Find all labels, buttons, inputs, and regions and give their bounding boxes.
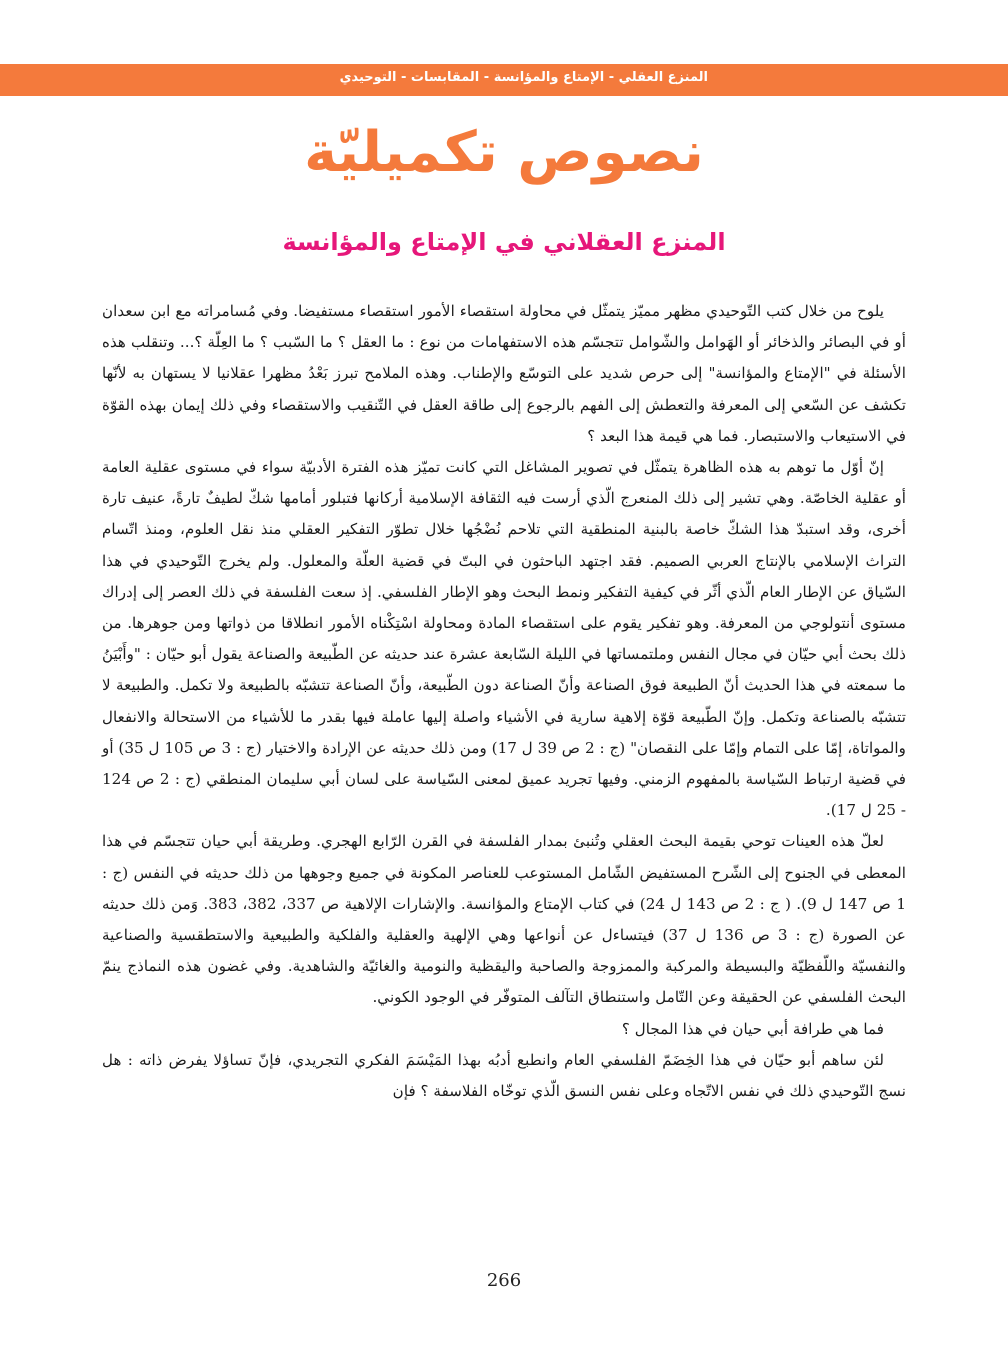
section-subtitle: المنزع العقلاني في الإمتاع والمؤانسة — [282, 228, 726, 256]
paragraph-1: يلوح من خلال كتب التّوحيدي مظهر مميّز يتمثّل في محاولة استقصاء الأمور استقصاء مستفيضا. وفي مُسامراته مع ابن سعدان أو في البصائر والذخائر أو الهَوامل والشّوامل تتجسّم هذه الاستفهامات من نوع : ما العقل ؟ ما السّبب ؟ ما العِلّة ؟... وتنقلب هذه الأسئلة في "الإمتاع والمؤانسة" إلى حرص شديد على التوسّع والإطناب. وهذه الملامح تبرز بَعْدُ مظهرا عقلانيا لا يستهان به لأنّها تكشف عن السّعي إلى المعرفة والتعطش إلى الفهم بالرجوع إلى طاقة العقل في التّنقيب والاستقصاء وفي ذلك إيمان بهذه القوّة في الاستيعاب والاستبصار. فما هي قيمة هذا البعد ؟ — [102, 302, 906, 445]
paragraph-3: لعلّ هذه العينات توحي بقيمة البحث العقلي وتُنبئ بمدار الفلسفة في القرن الرّابع الهجري. وطريقة أبي حيان تتجسّم في هذا المعطى في الجنوح إلى الشّرح المستفيض الشّامل المستوعب للعناصر المكونة في جميع وجوهها من ذلك حديثه في النفس (ج : 1 ص 147 ل 9). ( ج : 2 ص 143 ل 24) في كتاب الإمتاع والمؤانسة. والإشارات الإلاهية ص 337، 382، 383. وَمن ذلك حديثه عن الصورة (ج : 3 ص 136 ل 37) فيتساءل عن أنواعها وهي الإلهية والعقلية والفلكية والطبيعية والاستطقسية والصناعية والنفسيّة واللّفظيّة والبسيطة والمركبة والممزوجة والصاحبة واليقظية والنومية والغائيّة والشاهدية. وفي غضون هذه النماذج ينمّ البحث الفلسفي عن الحقيقة وعن التّامل واستنطاق التآلف المتوفّر في الوجود الكوني. — [102, 832, 906, 1007]
header-band-text: المنزع العقلي - الإمتاع والمؤانسة - المقابسات - التوحيدي — [339, 70, 708, 85]
page-number: 266 — [486, 1270, 522, 1291]
header-band — [0, 64, 1008, 96]
paragraph-question: فما هي طرافة أبي حيان في هذا المجال ؟ — [621, 1019, 884, 1038]
body-text — [102, 296, 906, 1107]
paragraph-5: لئن ساهم أبو حيّان في هذا الخِضَمّ الفلسفي العام وانطبع أدبُه بهذا المَيْسَمَ الفكري التجريدي، فإنّ تساؤلا يفرض ذاته : هل نسج التّوحيدي ذلك في نفس الاتّجاه وعلى نفس النسق الّذي توخّاه الفلاسفة ؟ فإن — [102, 1050, 906, 1101]
page-title: نصوص تكميليّة — [304, 120, 704, 185]
paragraph-2: إنّ أوّل ما توهم به هذه الظاهرة يتمثّل في تصوير المشاغل التي كانت تميّز هذه الفترة الأدبيّة سواء في مستوى عقلية العامة أو عقلية الخاصّة. وهي تشير إلى ذلك المنعرج الّذي أرست فيه الثقافة الإسلامية أركانها فتبلور أمامها شكّ لطيفٌ تارةً، عنيف تارة أخرى، وقد استبدّ هذا الشكّ خاصة بالبنية المنطقية التي تلاحم نُضْجُها خلال تطوّر التفكير العقلي منذ نقل العلوم، ومنذ اتّسام التراث الإسلامي بالإنتاج العربي الصميم. فقد اجتهد الباحثون في البتّ في قضية العلّة والمعلول. ولم يخرج التّوحيدي في هذا السّياق عن الإطار العام الّذي أثّر في كيفية التفكير ونمط البحث وهو الإطار الفلسفي. إذ سعت الفلسفة في ذلك العصر إلى إدراك مستوى أنتولوجي من المعرفة. وهو تفكير يقوم على استقصاء المادة ومحاولة اسْتِكْناه الأمور انطلاقا من ذواتها ومن جوهرها. من ذلك بحث أبي حيّان في مجال النفس وملتمساتها في الليلة السّابعة عشرة عند حديثه عن الطّبيعة والصناعة يقول أبو حيّان : "وأَبْيَنُ ما سمعته في هذا الحديث أنّ الطبيعة فوق الصناعة وأنّ الصناعة دون الطّبيعة، وأنّ الصناعة تتشبّه بالطبيعة ولا تكمل. والطبيعة لا تتشبّه بالصناعة وتكمل. وإنّ الطّبيعة قوّة إلاهية سارية في الأشياء واصلة إليها عاملة فيها بقدر ما للأشياء من الاستحالة والانفعال والمواتاة، إمّا على التمام وإمّا على النقصان" (ج : 2 ص 39 ل 17) ومن ذلك حديثه عن الإرادة والاختيار (ج : 3 ص 105 ل 35) أو في قضية ارتباط السّياسة بالمفهوم الزمني. وفيها تجريد عميق لمعنى السّياسة على لسان أبي سليمان المنطقي (ج : 2 ص 124 - 25 ل 17). — [102, 458, 906, 820]
